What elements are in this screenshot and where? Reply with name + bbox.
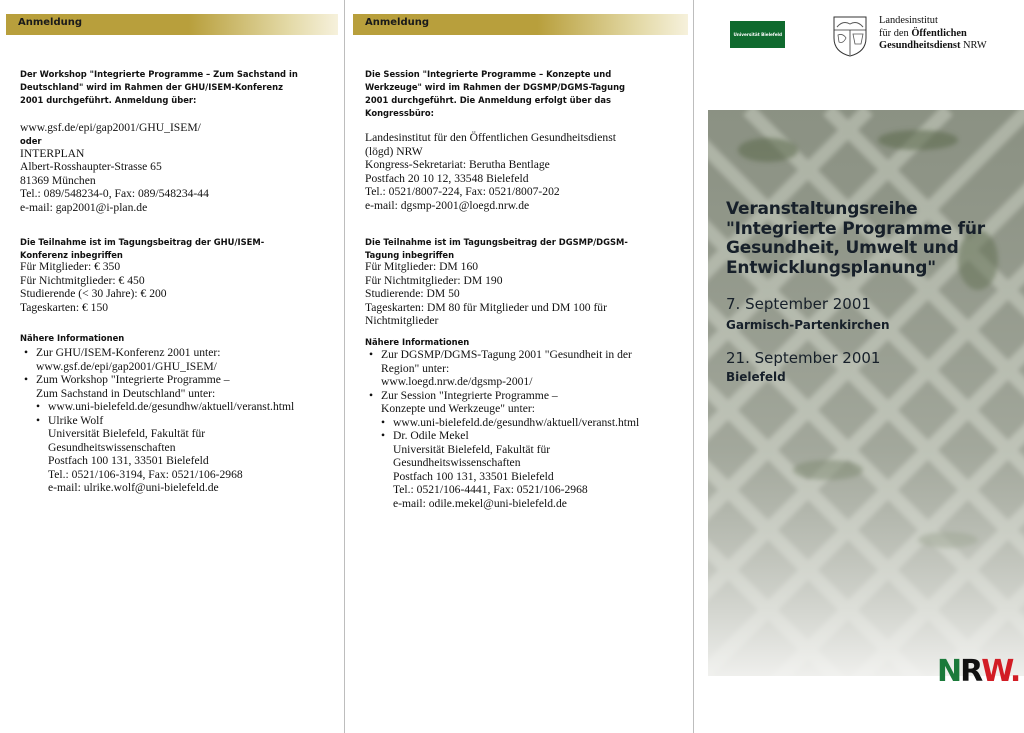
fee-heading: Die Teilnahme ist im Tagungsbeitrag der GHU/ISEM- Konferenz inbegriffen [20,237,265,260]
cover-photo [708,110,1024,676]
event-place-1: Garmisch-Partenkirchen [726,318,890,332]
fee-list: Für Mitglieder: € 350 Für Nichtmitglieder: € 450 Studierende (< 30 Jahre): € 200 Tageskarten: € 150 [20,260,167,314]
panel-cover [696,0,1024,733]
info-heading: Nähere Informationen [20,333,125,343]
panel-left [0,0,342,733]
event-title-line: Veranstaltungsreihe [726,199,918,219]
list-item: • www.uni-bielefeld.de/gesundhw/aktuell/veranst.html [365,416,690,430]
event-date-1: 7. September 2001 [726,295,871,313]
event-title-line: "Integrierte Programme für [726,218,985,239]
event-place-2: Bielefeld [726,370,786,384]
info-list: • Zur GHU/ISEM-Konferenz 2001 unter: www.gsf.de/epi/gap2001/GHU_ISEM/ • Zum Workshop "Integrierte Programme – Zum Sachstand in Deutschland" unter: • www.uni-bielefeld.de/gesundhw/aktuell/veranst.html • Ulrike Wolf Universität Bielefeld, Fakultät für Gesundheitswissenschaften Postfach 100 131, 33501 Bielefeld Tel.: 0521/106-3194, Fax: 0521/106-2968 e-mail: ulrike.wolf@uni-bielefeld.de [20,346,340,495]
info-list: • Zur DGSMP/DGMS-Tagung 2001 "Gesundheit in der Region" unter: www.loegd.nrw.de/dgsmp-2001/ • Zur Session "Integrierte Programme – Konzepte und Werkzeuge" unter: • www.uni-bielefeld.de/gesundhw/aktuell/veranst.html • Dr. Odile Mekel Universität Bielefeld, Fakultät für Gesundheitswissenschaften Postfach 100 131, 33501 Bielefeld Tel.: 0521/106-4441, Fax: 0521/106-2968 e-mail: odile.mekel@uni-bielefeld.de [365,348,690,510]
contact-block: Landesinstitut für den Öffentlichen Gesundheitsdienst (lögd) NRW Kongress-Sekretariat: Berutha Bentlage Postfach 20 10 12, 33548 Bielefeld Tel.: 0521/8007-224, Fax: 0521/8007-202 e-mail: dgsmp-2001@loegd.nrw.de [365,131,616,212]
nrw-crest-icon [831,14,869,58]
header-bar [6,14,338,35]
fee-list: Für Mitglieder: DM 160 Für Nichtmitglieder: DM 190 Studierende: DM 50 Tageskarten: DM 80 für Mitglieder und DM 100 für Nichtmitglieder [365,260,607,327]
list-item: • Zum Workshop "Integrierte Programme – [20,373,340,387]
intro-text: Die Session "Integrierte Programme – Konzepte und Werkzeuge" wird im Rahmen der DGSMP/DGMS-Tagung 2001 durchgeführt. Die Anmeldung erfolgt über das Kongressbüro: [365,69,626,118]
event-date-2: 21. September 2001 [726,349,881,367]
header-title: Anmeldung [18,17,83,28]
list-item: • Zur DGSMP/DGMS-Tagung 2001 "Gesundheit in der [365,348,690,362]
event-title-line: Gesundheit, Umwelt und [726,238,959,258]
list-item: • Dr. Odile Mekel [365,429,690,443]
intro-text: Der Workshop "Integrierte Programme – Zum Sachstand in Deutschland" wird im Rahmen der GHU/ISEM-Konferenz 2001 durchgeführt. Anmeldung über: [20,69,298,105]
university-logo: Universität Bielefeld [730,21,785,48]
nrw-logo: NRW. [937,654,1020,689]
header-bar [353,14,688,35]
panel-middle [347,0,692,733]
contact-block: www.gsf.de/epi/gap2001/GHU_ISEM/ oder INTERPLAN Albert-Rosshaupter-Strasse 65 81369 München Tel.: 089/548234-0, Fax: 089/548234-44 e-mail: gap2001@i-plan.de [20,121,209,214]
list-item: • Ulrike Wolf [20,414,340,428]
event-title-line: Entwicklungsplanung" [726,257,936,278]
header-title: Anmeldung [365,17,430,28]
list-item: • Zur GHU/ISEM-Konferenz 2001 unter: [20,346,340,360]
fold-line-2 [693,0,694,733]
list-item: • Zur Session "Integrierte Programme – [365,389,690,403]
event-title-block [726,200,1016,384]
list-item: • www.uni-bielefeld.de/gesundhw/aktuell/veranst.html [20,400,340,414]
institute-name: Landesinstitut für den Öffentlichen Gesundheitsdienst NRW [879,15,987,51]
fee-heading: Die Teilnahme ist im Tagungsbeitrag der DGSMP/DGSM- Tagung inbegriffen [365,237,628,260]
fold-line-1 [344,0,345,733]
info-heading: Nähere Informationen [365,337,470,347]
